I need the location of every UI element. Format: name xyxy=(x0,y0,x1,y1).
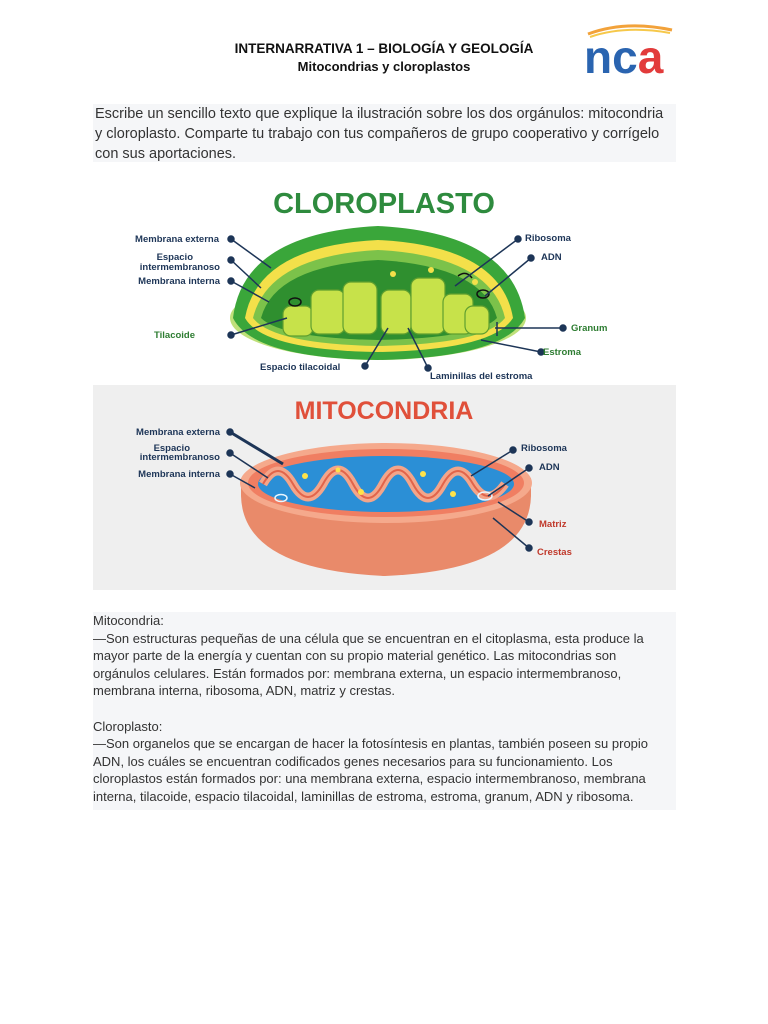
mt-label-matriz: Matriz xyxy=(539,519,567,530)
cp-label-estroma: Estroma xyxy=(543,347,582,358)
intro-instructions xyxy=(93,104,676,162)
document-subtitle: Mitocondrias y cloroplastos xyxy=(297,59,471,74)
mitochondria-paragraph: —Son estructuras pequeñas de una célula que se encuentran en el citoplasma, esta produce la mayor parte de la energía y cuentan con su propio material genético. Las mitocondrias son orgánulos celulares. Están formados por: membrana externa, un espacio intermembranoso, membrana interna, ribosoma, ADN, matriz y crestas. xyxy=(93,630,644,699)
cp-label-tilacoide: Tilacoide xyxy=(154,330,196,341)
organelles-illustration xyxy=(93,178,676,590)
chloroplast-paragraph: —Son organelos que se encargan de hacer la fotosíntesis en plantas, también poseen su propio ADN, los cuáles se encuentran codificados genes necesarios para su funcionamiento. Los cloroplastos están formados por: una membrana externa, espacio intermembranoso, membrana interna, tilacoide, espacio tilacoidal, laminillas de estroma, estroma, granum, ADN y ribosoma. xyxy=(93,736,649,804)
cp-label-granum: Granum xyxy=(571,323,608,334)
cp-label-adn: ADN xyxy=(541,252,562,263)
cp-label-membrana-interna: Membrana interna xyxy=(138,276,220,287)
mt-label-membrana-interna: Membrana interna xyxy=(138,469,220,480)
mt-label-espacio-1: Espacio xyxy=(153,443,190,454)
mt-label-ribosoma: Ribosoma xyxy=(521,443,567,454)
nca-logo xyxy=(580,20,680,80)
cp-label-espacio-1: Espacio xyxy=(156,252,193,263)
chloroplast-heading: Cloroplasto: xyxy=(93,718,163,734)
mt-label-crestas: Crestas xyxy=(537,547,572,558)
cp-label-espacio-tilacoidal: Espacio tilacoidal xyxy=(260,362,341,373)
cp-label-laminillas: Laminillas del estroma xyxy=(430,371,533,382)
intro-text: Escribe un sencillo texto que explique la ilustración sobre los dos orgánulos: mitocondria y cloroplasto. Comparte tu trabajo con tus compañeros de grupo cooperativo y corrígelo con sus aportaciones. xyxy=(95,106,664,162)
mt-label-adn: ADN xyxy=(539,462,560,473)
cp-label-membrana-externa: Membrana externa xyxy=(135,234,219,245)
mt-label-membrana-externa: Membrana externa xyxy=(136,427,220,438)
mt-label-espacio-2: intermembranoso xyxy=(139,452,220,463)
logo-text: nca xyxy=(584,31,664,80)
cp-label-ribosoma: Ribosoma xyxy=(525,233,571,244)
mitochondria-title: MITOCONDRIA xyxy=(294,397,474,425)
cp-label-espacio-2: intermembranoso xyxy=(139,262,220,273)
mitochondria-heading: Mitocondria: xyxy=(93,613,164,628)
chloroplast-title: CLOROPLASTO xyxy=(273,188,495,220)
answer-text xyxy=(93,612,676,810)
document-title: INTERNARRATIVA 1 – BIOLOGÍA Y GEOLOGÍA xyxy=(234,41,534,56)
